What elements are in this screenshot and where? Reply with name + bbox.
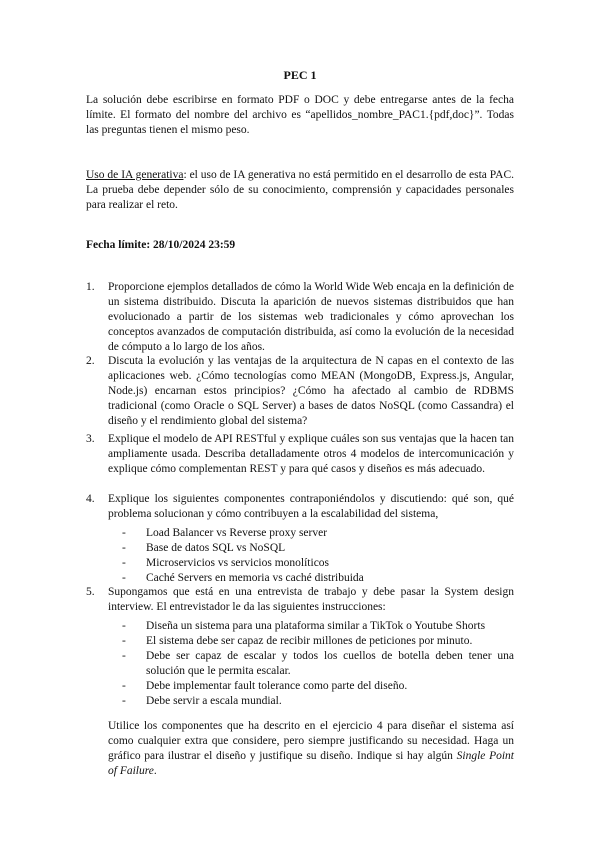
ai-policy-text: : el uso de IA generativa no está permitido en el desarrollo de esta PAC. La prueba debe depender sólo de su conocimiento, comprensión y capacidades personales para realizar el reto.: [86, 169, 514, 211]
question-4: [86, 492, 514, 586]
ai-policy-label: Uso de IA generativa: [86, 169, 184, 181]
deadline: Fecha límite: 28/10/2024 23:59: [86, 239, 236, 251]
question-number: 4.: [86, 493, 95, 505]
spof-term: Single Point of Failure: [108, 750, 514, 777]
question-text: Explique los siguientes componentes contraponiéndolos y discutiendo: qué son, qué problema solucionan y cómo contribuyen a la escalabilidad del sistema,: [108, 493, 514, 520]
closing-paragraph: Utilice los componentes que ha descrito en el ejercicio 4 para diseñar el sistema así como cualquier extra que considere, pero siempre justificando su necesidad. Haga un gráfico para ilustrar el diseño y justifique su diseño. Indique si hay algún Single Point of Failure.: [108, 720, 514, 777]
question-1: [86, 280, 514, 355]
question-number: 1.: [86, 281, 95, 293]
question-text: Proporcione ejemplos detallados de cómo la World Wide Web encaja en la definición de un sistema distribuido. Discuta la aparición de nuevos sistemas distribuidos que han evolucionado a partir de los sistemas web tradicionales y cómo aprovechan los conceptos avanzados de computación distribuida, así como la evolución de la necesidad de cómputo a lo largo de los años.: [108, 281, 514, 353]
question-2: [86, 354, 514, 429]
list-item: - Diseña un sistema para una plataforma similar a TikTok o Youtube Shorts: [122, 620, 486, 632]
question-number: 5.: [86, 586, 95, 598]
question-3: [86, 432, 514, 477]
instruction-list: [108, 619, 514, 709]
question-5: [86, 585, 514, 779]
list-item: - Debe servir a escala mundial.: [122, 695, 282, 707]
intro-paragraph: La solución debe escribirse en formato PDF o DOC y debe entregarse antes de la fecha límite. El formato del nombre del archivo es “apellidos_nombre_PAC1.{pdf,doc}”. Todas las preguntas tienen el mismo peso.: [86, 94, 514, 136]
list-item: - Debe ser capaz de escalar y todos los cuellos de botella deben tener una solución que le permita escalar.: [122, 650, 514, 677]
list-item: - El sistema debe ser capaz de recibir millones de peticiones por minuto.: [122, 635, 473, 647]
list-item: - Caché Servers en memoria vs caché distribuida: [122, 572, 364, 584]
question-text: Explique el modelo de API RESTful y explique cuáles son sus ventajas que la hacen tan ampliamente usada. Describa detalladamente otros 4 modelos de intercomunicación y explique cómo complementan REST y para qué casos y diseños es más adecuado.: [108, 433, 514, 475]
question-text: Discuta la evolución y las ventajas de la arquitectura de N capas en el contexto de las aplicaciones web. ¿Cómo tecnologías como MEAN (MongoDB, Express.js, Angular, Node.js) encarnan estos principios? ¿Cómo ha afectado al cambio de RDBMS tradicional (como Oracle o SQL Server) a bases de datos NoSQL (como Cassandra) el diseño y el rendimiento global del sistema?: [108, 355, 514, 427]
component-list: [108, 526, 514, 586]
question-number: 2.: [86, 355, 95, 367]
list-item: - Base de datos SQL vs NoSQL: [122, 542, 286, 554]
question-number: 3.: [86, 433, 95, 445]
document-title: PEC 1: [283, 68, 317, 82]
question-text: Supongamos que está en una entrevista de trabajo y debe pasar la System design interview. El entrevistador le da las siguientes instrucciones:: [108, 586, 514, 613]
ai-policy-paragraph: [86, 168, 514, 213]
list-item: - Load Balancer vs Reverse proxy server: [122, 527, 328, 539]
list-item: - Debe implementar fault tolerance como parte del diseño.: [122, 680, 408, 692]
list-item: - Microservicios vs servicios monolíticos: [122, 557, 330, 569]
